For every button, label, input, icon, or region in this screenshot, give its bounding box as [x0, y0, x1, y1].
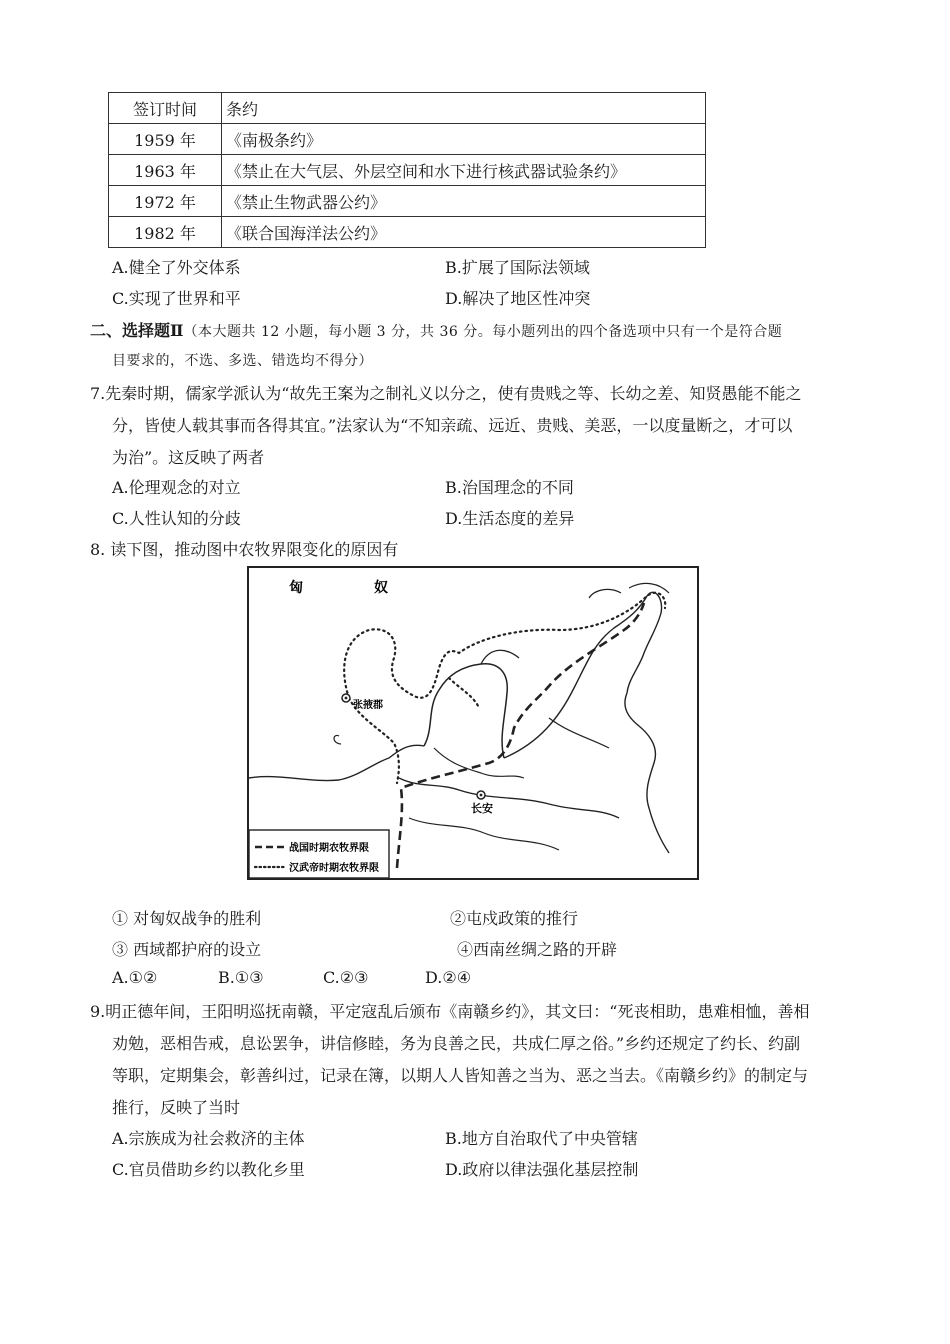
q7-stem-line-2: 分，皆使人载其事而各得其宜。”法家认为“不知亲疏、远近、贵贱、美恶，一以度量断之，才可以	[112, 416, 793, 435]
q6-option-a: A.健全了外交体系	[112, 258, 241, 277]
q8-item-1: ① 对匈奴战争的胜利	[112, 909, 262, 928]
changan-marker-dot	[480, 794, 483, 797]
section-2-title: 二、选择题Ⅱ	[90, 321, 184, 340]
table-cell-treaty: 《禁止生物武器公约》	[222, 186, 706, 217]
q9-option-d: D.政府以律法强化基层控制	[445, 1160, 639, 1179]
table-header-cell: 条约	[222, 93, 706, 124]
yangtze-river	[399, 778, 619, 818]
q8-stem: 8. 读下图，推动图中农牧界限变化的原因有	[90, 540, 399, 559]
table-cell-treaty: 《南极条约》	[222, 124, 706, 155]
table-header-cell: 签订时间	[109, 93, 222, 124]
warring-states-boundary	[397, 603, 644, 868]
q8-item-3: ③ 西域都护府的设立	[112, 940, 262, 959]
south-river	[409, 818, 559, 850]
lake-outline	[334, 735, 341, 744]
table-row	[109, 217, 706, 248]
table-cell-treaty: 《联合国海洋法公约》	[222, 217, 706, 248]
section-2-desc-2: 目要求的，不选、多选、错选均不得分）	[112, 353, 373, 369]
q8-option-d: D.②④	[425, 968, 472, 987]
q7-option-c: C.人性认知的分歧	[112, 509, 241, 528]
table-row	[109, 155, 706, 186]
q8-option-b: B.①③	[218, 968, 264, 987]
q8-item-4: ④西南丝绸之路的开辟	[457, 940, 618, 959]
q7-option-b: B.治国理念的不同	[445, 478, 574, 497]
historical-map	[247, 566, 699, 880]
q9-stem-line-3: 等职，定期集会，彰善纠过，记录在簿，以期人人皆知善之当为、恶之当去。《南赣乡约》的制定与	[112, 1066, 809, 1085]
q7-stem-line-1: 7.先秦时期，儒家学派认为“故先王案为之制礼义以分之，使有贵贱之等、长幼之差、知贤愚能不能之	[90, 384, 802, 403]
table-cell-year: 1959 年	[109, 124, 222, 155]
huai-river	[549, 718, 609, 748]
treaty-table	[108, 92, 706, 248]
q8-option-c: C.②③	[323, 968, 369, 987]
q6-option-d: D.解决了地区性冲突	[445, 289, 591, 308]
q6-option-c: C.实现了世界和平	[112, 289, 241, 308]
map-label-changan: 长安	[471, 802, 493, 815]
table-row	[109, 186, 706, 217]
table-header-row	[109, 93, 706, 124]
north-border	[589, 583, 669, 598]
map-label-xiongnu-1: 匈	[289, 580, 303, 596]
q8-option-a: A.①②	[112, 968, 158, 987]
table-cell-treaty: 《禁止在大气层、外层空间和水下进行核武器试验条约》	[222, 155, 706, 186]
river-bend	[481, 650, 519, 664]
east-coast	[625, 693, 669, 853]
q7-stem-line-3: 为治”。这反映了两者	[112, 448, 265, 467]
q9-option-a: A.宗族成为社会救济的主体	[112, 1129, 305, 1148]
q6-option-b: B.扩展了国际法领域	[445, 258, 590, 277]
map-label-xiongnu-2: 奴	[374, 580, 388, 596]
q9-stem-line-4: 推行，反映了当时	[112, 1098, 241, 1117]
q8-item-2: ②屯戍政策的推行	[450, 909, 579, 928]
q7-option-d: D.生活态度的差异	[445, 509, 575, 528]
q9-option-c: C.官员借助乡约以教化乡里	[112, 1160, 305, 1179]
zhangye-marker-dot	[345, 697, 348, 700]
map-label-zhangye: 张掖郡	[353, 700, 383, 711]
q9-stem-line-1: 9.明正德年间，王阳明巡抚南赣，平定寇乱后颁布《南赣乡约》，其文曰：“死丧相助，患难相恤，善相	[90, 1002, 810, 1021]
han-boundary-loop	[449, 678, 479, 708]
section-2-heading	[90, 318, 782, 341]
section-2-desc-1: （本大题共 12 小题，每小题 3 分，共 36 分。每小题列出的四个备选项中只有一个是符合题	[183, 324, 783, 340]
han-boundary	[344, 593, 665, 698]
table-cell-year: 1972 年	[109, 186, 222, 217]
table-cell-year: 1982 年	[109, 217, 222, 248]
q9-option-b: B.地方自治取代了中央管辖	[445, 1129, 638, 1148]
q7-option-a: A.伦理观念的对立	[112, 478, 241, 497]
legend-han: 汉武帝时期农牧界限	[289, 863, 379, 874]
map-drawing	[249, 568, 697, 878]
table-cell-year: 1963 年	[109, 155, 222, 186]
legend-warring-states: 战国时期农牧界限	[289, 843, 369, 854]
q9-stem-line-2: 劝勉，恶相告戒，息讼罢争，讲信修睦，务为良善之民，共成仁厚之俗。”乡约还规定了约长、约副	[112, 1034, 801, 1053]
table-row	[109, 124, 706, 155]
